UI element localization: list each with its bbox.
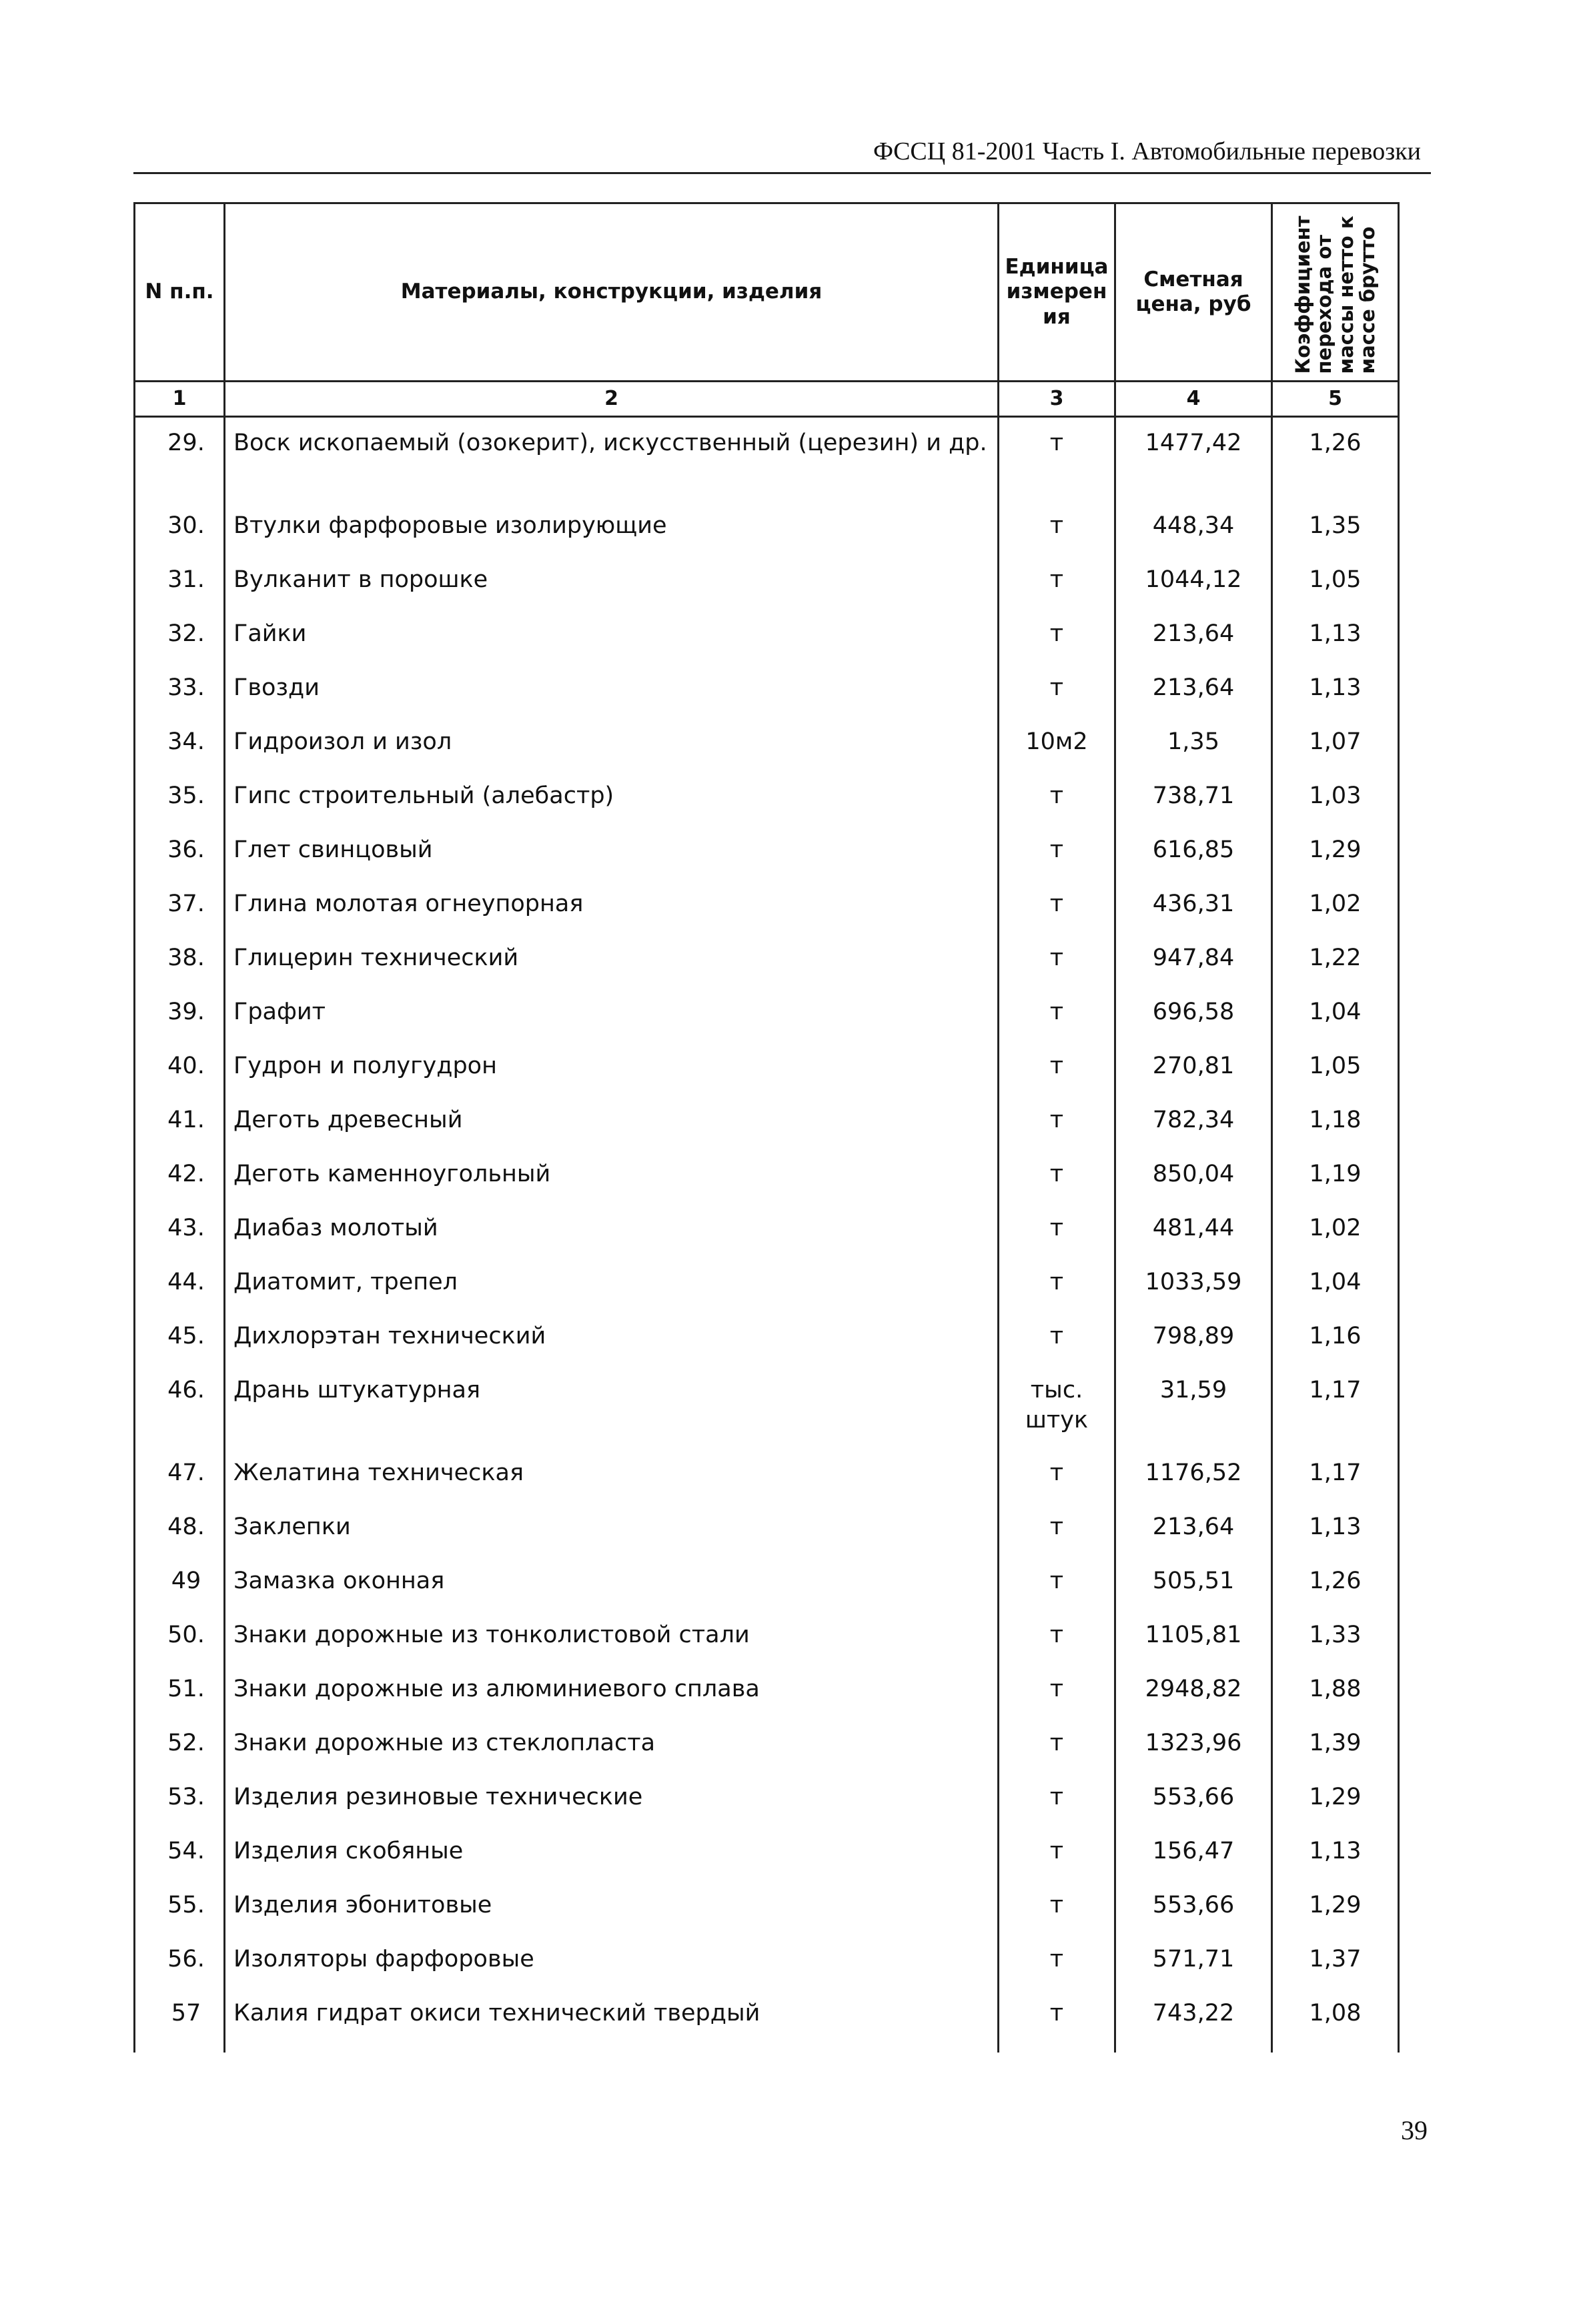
cell-price: 1323,96 — [1115, 1728, 1272, 1782]
running-head: ФССЦ 81-2001 Часть I. Автомобильные перевозки — [873, 137, 1421, 165]
cell-unit: т — [999, 565, 1115, 619]
cell-name: Деготь древесный — [225, 1105, 999, 1159]
cell-name: Вулканит в порошке — [225, 565, 999, 619]
cell-coef: 1,39 — [1272, 1728, 1399, 1782]
table-row — [135, 1836, 1399, 1890]
cell-num: 49 — [135, 1566, 225, 1620]
cell-num: 44. — [135, 1267, 225, 1321]
table-row — [135, 1674, 1399, 1728]
cell-price: 553,66 — [1115, 1890, 1272, 1944]
column-number-row — [135, 382, 1399, 417]
cell-coef: 1,19 — [1272, 1159, 1399, 1213]
cell-name: Знаки дорожные из стеклопласта — [225, 1728, 999, 1782]
cell-price: 505,51 — [1115, 1566, 1272, 1620]
cell-price: 481,44 — [1115, 1213, 1272, 1267]
cell-unit: т — [999, 1566, 1115, 1620]
cell-coef: 1,02 — [1272, 889, 1399, 943]
cell-name: Гидроизол и изол — [225, 727, 999, 781]
cell-coef: 1,33 — [1272, 1620, 1399, 1674]
cell-num: 55. — [135, 1890, 225, 1944]
cell-name: Гвозди — [225, 673, 999, 727]
cell-name: Дихлорэтан технический — [225, 1321, 999, 1375]
cell-name: Глина молотая огнеупорная — [225, 889, 999, 943]
cell-price: 553,66 — [1115, 1782, 1272, 1836]
cell-name: Изделия резиновые технические — [225, 1782, 999, 1836]
cell-price: 2948,82 — [1115, 1674, 1272, 1728]
cell-price: 1477,42 — [1115, 428, 1272, 511]
table-row — [135, 1321, 1399, 1375]
header-unit: Единица измерен ия — [999, 203, 1115, 382]
cell-num: 51. — [135, 1674, 225, 1728]
cell-coef: 1,18 — [1272, 1105, 1399, 1159]
cell-price: 1105,81 — [1115, 1620, 1272, 1674]
table-row — [135, 781, 1399, 835]
cell-price: 738,71 — [1115, 781, 1272, 835]
column-number-5: 5 — [1272, 382, 1399, 417]
cell-name: Глицерин технический — [225, 943, 999, 997]
cell-name: Изоляторы фарфоровые — [225, 1944, 999, 1998]
cell-coef: 1,13 — [1272, 1836, 1399, 1890]
cell-price: 947,84 — [1115, 943, 1272, 997]
header-rule — [133, 172, 1431, 174]
table-row — [135, 428, 1399, 511]
cell-name: Воск ископаемый (озокерит), искусственный (церезин) и др. — [225, 428, 999, 511]
cell-price: 696,58 — [1115, 997, 1272, 1051]
cell-price: 1033,59 — [1115, 1267, 1272, 1321]
cell-coef: 1,13 — [1272, 673, 1399, 727]
materials-price-table — [133, 202, 1400, 2053]
cell-name: Калия гидрат окиси технический твердый — [225, 1998, 999, 2053]
cell-num: 36. — [135, 835, 225, 889]
cell-unit: т — [999, 511, 1115, 565]
cell-unit: т — [999, 1051, 1115, 1105]
cell-num: 39. — [135, 997, 225, 1051]
cell-coef: 1,07 — [1272, 727, 1399, 781]
cell-price: 782,34 — [1115, 1105, 1272, 1159]
cell-name: Дрань штукатурная — [225, 1375, 999, 1458]
cell-unit: тыс. штук — [999, 1375, 1115, 1458]
table-row — [135, 1051, 1399, 1105]
cell-num: 57 — [135, 1998, 225, 2053]
cell-coef: 1,17 — [1272, 1458, 1399, 1512]
cell-coef: 1,37 — [1272, 1944, 1399, 1998]
table-row — [135, 565, 1399, 619]
cell-num: 52. — [135, 1728, 225, 1782]
cell-num: 40. — [135, 1051, 225, 1105]
cell-price: 213,64 — [1115, 619, 1272, 673]
cell-name: Знаки дорожные из алюминиевого сплава — [225, 1674, 999, 1728]
cell-coef: 1,03 — [1272, 781, 1399, 835]
cell-price: 798,89 — [1115, 1321, 1272, 1375]
table-row — [135, 889, 1399, 943]
cell-name: Втулки фарфоровые изолирующие — [225, 511, 999, 565]
table-row — [135, 943, 1399, 997]
table-body — [135, 417, 1399, 2053]
table-row — [135, 1728, 1399, 1782]
cell-name: Замазка оконная — [225, 1566, 999, 1620]
page-number: 39 — [1401, 2115, 1428, 2145]
cell-coef: 1,02 — [1272, 1213, 1399, 1267]
column-number-3: 3 — [999, 382, 1115, 417]
table-row — [135, 1512, 1399, 1566]
table-row — [135, 1890, 1399, 1944]
cell-unit: т — [999, 1944, 1115, 1998]
cell-num: 42. — [135, 1159, 225, 1213]
cell-unit: т — [999, 1512, 1115, 1566]
cell-price: 156,47 — [1115, 1836, 1272, 1890]
table-row — [135, 1105, 1399, 1159]
cell-num: 56. — [135, 1944, 225, 1998]
table-row — [135, 673, 1399, 727]
cell-unit: т — [999, 889, 1115, 943]
cell-coef: 1,26 — [1272, 428, 1399, 511]
cell-unit: т — [999, 1674, 1115, 1728]
table-row — [135, 619, 1399, 673]
cell-unit: т — [999, 673, 1115, 727]
cell-name: Гудрон и полугудрон — [225, 1051, 999, 1105]
cell-num: 41. — [135, 1105, 225, 1159]
table-row — [135, 1458, 1399, 1512]
cell-name: Гайки — [225, 619, 999, 673]
cell-num: 48. — [135, 1512, 225, 1566]
cell-coef: 1,13 — [1272, 1512, 1399, 1566]
cell-name: Изделия скобяные — [225, 1836, 999, 1890]
cell-price: 448,34 — [1115, 511, 1272, 565]
cell-coef: 1,13 — [1272, 619, 1399, 673]
header-name: Материалы, конструкции, изделия — [225, 203, 999, 382]
cell-name: Гипс строительный (алебастр) — [225, 781, 999, 835]
column-number-2: 2 — [225, 382, 999, 417]
cell-num: 32. — [135, 619, 225, 673]
cell-price: 1,35 — [1115, 727, 1272, 781]
cell-coef: 1,05 — [1272, 565, 1399, 619]
cell-num: 54. — [135, 1836, 225, 1890]
table-row — [135, 1620, 1399, 1674]
cell-coef: 1,22 — [1272, 943, 1399, 997]
table-row — [135, 835, 1399, 889]
cell-name: Изделия эбонитовые — [225, 1890, 999, 1944]
cell-name: Диабаз молотый — [225, 1213, 999, 1267]
cell-unit: т — [999, 1159, 1115, 1213]
table-row — [135, 1944, 1399, 1998]
table-row — [135, 1159, 1399, 1213]
cell-coef: 1,04 — [1272, 1267, 1399, 1321]
cell-unit: т — [999, 1321, 1115, 1375]
cell-num: 38. — [135, 943, 225, 997]
cell-num: 33. — [135, 673, 225, 727]
cell-unit: т — [999, 835, 1115, 889]
cell-coef: 1,29 — [1272, 1782, 1399, 1836]
cell-name: Желатина техническая — [225, 1458, 999, 1512]
cell-unit: т — [999, 997, 1115, 1051]
cell-unit: т — [999, 1105, 1115, 1159]
cell-num: 46. — [135, 1375, 225, 1458]
table-row — [135, 1213, 1399, 1267]
cell-name: Заклепки — [225, 1512, 999, 1566]
cell-price: 213,64 — [1115, 673, 1272, 727]
cell-unit: т — [999, 1890, 1115, 1944]
header-coef — [1272, 203, 1399, 382]
table-row — [135, 1566, 1399, 1620]
materials-table-container — [133, 202, 1398, 2053]
cell-coef: 1,88 — [1272, 1674, 1399, 1728]
cell-price: 1044,12 — [1115, 565, 1272, 619]
table-row — [135, 1782, 1399, 1836]
cell-coef: 1,04 — [1272, 997, 1399, 1051]
cell-unit: т — [999, 1213, 1115, 1267]
cell-num: 53. — [135, 1782, 225, 1836]
cell-price: 850,04 — [1115, 1159, 1272, 1213]
cell-price: 1176,52 — [1115, 1458, 1272, 1512]
cell-num: 47. — [135, 1458, 225, 1512]
table-row — [135, 997, 1399, 1051]
cell-unit: т — [999, 1998, 1115, 2053]
cell-coef: 1,17 — [1272, 1375, 1399, 1458]
cell-price: 213,64 — [1115, 1512, 1272, 1566]
header-coef-text: Коэффициент перехода от массы нетто к массе брутто — [1291, 215, 1379, 374]
cell-num: 43. — [135, 1213, 225, 1267]
cell-coef: 1,08 — [1272, 1998, 1399, 2053]
cell-price: 571,71 — [1115, 1944, 1272, 1998]
cell-coef: 1,35 — [1272, 511, 1399, 565]
cell-unit: т — [999, 619, 1115, 673]
cell-price: 436,31 — [1115, 889, 1272, 943]
cell-coef: 1,29 — [1272, 1890, 1399, 1944]
cell-num: 31. — [135, 565, 225, 619]
cell-num: 35. — [135, 781, 225, 835]
cell-unit: т — [999, 1267, 1115, 1321]
cell-price: 743,22 — [1115, 1998, 1272, 2053]
cell-num: 29. — [135, 428, 225, 511]
table-row — [135, 511, 1399, 565]
cell-coef: 1,29 — [1272, 835, 1399, 889]
table-row — [135, 1267, 1399, 1321]
column-number-1: 1 — [135, 382, 225, 417]
cell-price: 616,85 — [1115, 835, 1272, 889]
cell-num: 37. — [135, 889, 225, 943]
cell-price: 270,81 — [1115, 1051, 1272, 1105]
cell-num: 34. — [135, 727, 225, 781]
cell-num: 45. — [135, 1321, 225, 1375]
cell-unit: т — [999, 428, 1115, 511]
cell-name: Глет свинцовый — [225, 835, 999, 889]
cell-unit: т — [999, 943, 1115, 997]
cell-num: 30. — [135, 511, 225, 565]
table-row — [135, 727, 1399, 781]
cell-coef: 1,26 — [1272, 1566, 1399, 1620]
cell-name: Деготь каменноугольный — [225, 1159, 999, 1213]
spacer-row — [135, 417, 1399, 429]
cell-unit: т — [999, 1836, 1115, 1890]
column-number-4: 4 — [1115, 382, 1272, 417]
cell-unit: т — [999, 781, 1115, 835]
table-row — [135, 1998, 1399, 2053]
cell-name: Знаки дорожные из тонколистовой стали — [225, 1620, 999, 1674]
cell-unit: т — [999, 1458, 1115, 1512]
cell-unit: т — [999, 1782, 1115, 1836]
cell-unit: т — [999, 1620, 1115, 1674]
cell-num: 50. — [135, 1620, 225, 1674]
cell-coef: 1,05 — [1272, 1051, 1399, 1105]
table-row — [135, 1375, 1399, 1458]
header-num: N п.п. — [135, 203, 225, 382]
cell-price: 31,59 — [1115, 1375, 1272, 1458]
cell-unit: т — [999, 1728, 1115, 1782]
header-price: Сметная цена, руб — [1115, 203, 1272, 382]
cell-unit: 10м2 — [999, 727, 1115, 781]
cell-name: Диатомит, трепел — [225, 1267, 999, 1321]
cell-name: Графит — [225, 997, 999, 1051]
cell-coef: 1,16 — [1272, 1321, 1399, 1375]
